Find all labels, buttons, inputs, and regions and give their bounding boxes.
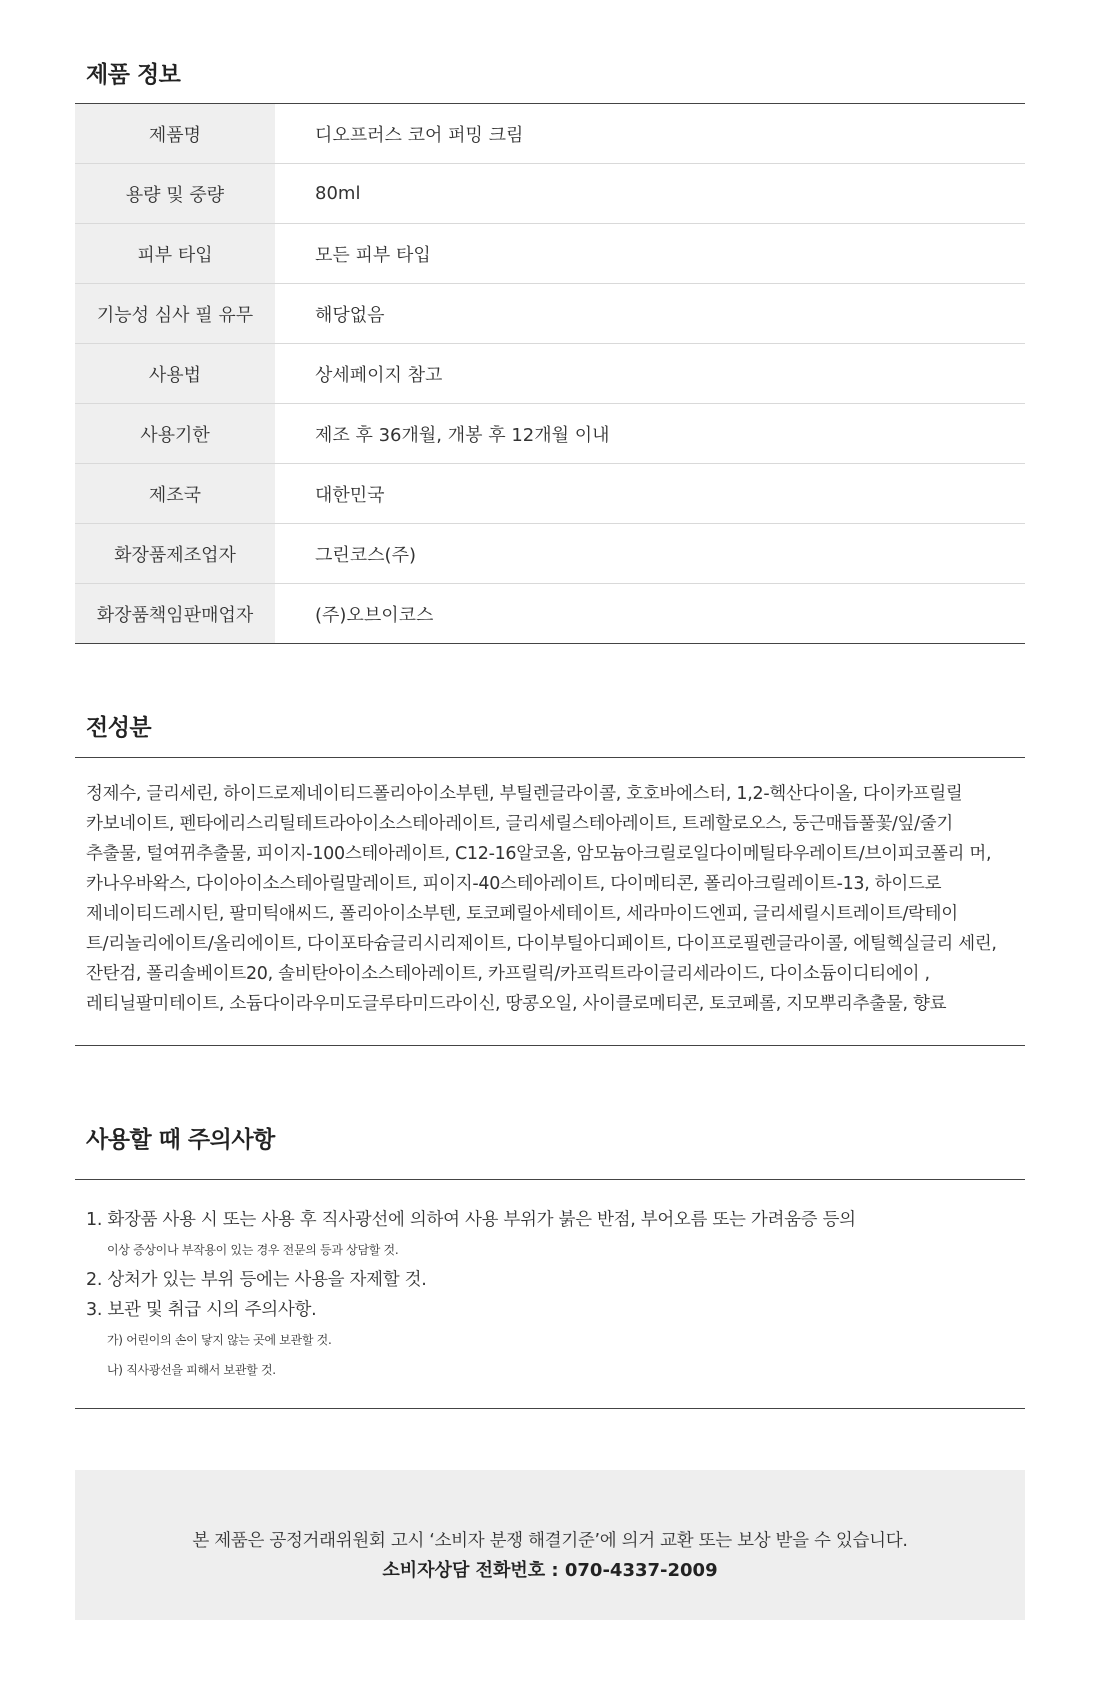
product-info-value: 상세페이지 참고 — [275, 344, 1025, 404]
ingredients-line: 잔탄검, 폴리솔베이트20, 솔비탄아이소스테아레이트, 카프릴릭/카프릭트라이글리세라이드, 다이소듐이디티에이 , — [86, 964, 930, 984]
caution-title: 사용할 때 주의사항 — [86, 1127, 275, 1153]
product-info-row — [75, 224, 1025, 284]
product-info-value: 디오프러스 코어 퍼밍 크림 — [275, 104, 1025, 164]
ingredients-top-rule — [75, 757, 1025, 758]
product-info-label: 화장품책임판매업자 — [75, 584, 275, 644]
product-info-label: 기능성 심사 필 유무 — [75, 284, 275, 344]
product-info-value: (주)오브이코스 — [275, 584, 1025, 644]
ingredients-line: 정제수, 글리세린, 하이드로제네이티드폴리아이소부텐, 부틸렌글라이콜, 호호바에스터, 1,2-헥산다이올, 다이카프릴릴 — [86, 784, 963, 804]
caution-bottom-rule — [75, 1408, 1025, 1409]
product-info-row — [75, 284, 1025, 344]
product-info-row — [75, 584, 1025, 644]
product-info-row — [75, 524, 1025, 584]
ingredients-line: 레티닐팔미테이트, 소듐다이라우미도글루타미드라이신, 땅콩오일, 사이클로메티콘, 토코페롤, 지모뿌리추출물, 향료 — [86, 994, 947, 1014]
product-info-label: 제품명 — [75, 104, 275, 164]
consumer-notice-text: 본 제품은 공정거래위원회 고시 ‘소비자 분쟁 해결기준’에 의거 교환 또는 보상 받을 수 있습니다. — [192, 1531, 908, 1551]
product-info-value: 그린코스(주) — [275, 524, 1025, 584]
product-info-value: 대한민국 — [275, 464, 1025, 524]
product-info-table — [75, 104, 1025, 644]
caution-line: 가) 어린이의 손이 닿지 않는 곳에 보관할 것. — [107, 1333, 332, 1347]
caution-line: 나) 직사광선을 피해서 보관할 것. — [107, 1363, 276, 1377]
ingredients-line: 추출물, 털여뀌추출물, 피이지-100스테아레이트, C12-16알코올, 암모늄아크릴로일다이메틸타우레이트/브이피코폴리 머, — [86, 844, 992, 864]
ingredients-title: 전성분 — [86, 715, 152, 741]
product-info-row — [75, 344, 1025, 404]
caution-line: 1. 화장품 사용 시 또는 사용 후 직사광선에 의하여 사용 부위가 붉은 반점, 부어오름 또는 가려움증 등의 — [86, 1210, 856, 1230]
ingredients-line: 카나우바왁스, 다이아이소스테아릴말레이트, 피이지-40스테아레이트, 다이메티콘, 폴리아크릴레이트-13, 하이드로 — [86, 874, 942, 894]
product-info-label: 사용법 — [75, 344, 275, 404]
caution-line: 3. 보관 및 취급 시의 주의사항. — [86, 1300, 317, 1320]
caution-top-rule — [75, 1179, 1025, 1180]
product-info-title: 제품 정보 — [86, 62, 181, 88]
product-info-row — [75, 104, 1025, 164]
ingredients-line: 카보네이트, 펜타에리스리틸테트라아이소스테아레이트, 글리세릴스테아레이트, 트레할로오스, 둥근매듭풀꽃/잎/줄기 — [86, 814, 953, 834]
ingredients-bottom-rule — [75, 1045, 1025, 1046]
product-info-label: 용량 및 중량 — [75, 164, 275, 224]
product-info-value: 제조 후 36개월, 개봉 후 12개월 이내 — [275, 404, 1025, 464]
caution-line: 2. 상처가 있는 부위 등에는 사용을 자제할 것. — [86, 1270, 427, 1290]
product-info-label: 피부 타입 — [75, 224, 275, 284]
ingredients-line: 트/리놀리에이트/올리에이트, 다이포타슘글리시리제이트, 다이부틸아디페이트, 다이프로필렌글라이콜, 에틸헥실글리 세린, — [86, 934, 997, 954]
product-info-row — [75, 164, 1025, 224]
product-info-label: 사용기한 — [75, 404, 275, 464]
product-info-value: 해당없음 — [275, 284, 1025, 344]
ingredients-line: 제네이티드레시틴, 팔미틱애씨드, 폴리아이소부텐, 토코페릴아세테이트, 세라마이드엔피, 글리세릴시트레이트/락테이 — [86, 904, 958, 924]
product-info-label: 화장품제조업자 — [75, 524, 275, 584]
product-info-row — [75, 404, 1025, 464]
ingredients-text — [86, 779, 1026, 1019]
product-info-label: 제조국 — [75, 464, 275, 524]
caution-text — [86, 1205, 1026, 1385]
consumer-notice-box — [75, 1470, 1025, 1620]
caution-line: 이상 증상이나 부작용이 있는 경우 전문의 등과 상담할 것. — [107, 1243, 399, 1257]
product-info-value: 80ml — [275, 164, 1025, 224]
product-info-row — [75, 464, 1025, 524]
consumer-hotline: 소비자상담 전화번호 : 070-4337-2009 — [382, 1560, 718, 1581]
product-info-value: 모든 피부 타입 — [275, 224, 1025, 284]
